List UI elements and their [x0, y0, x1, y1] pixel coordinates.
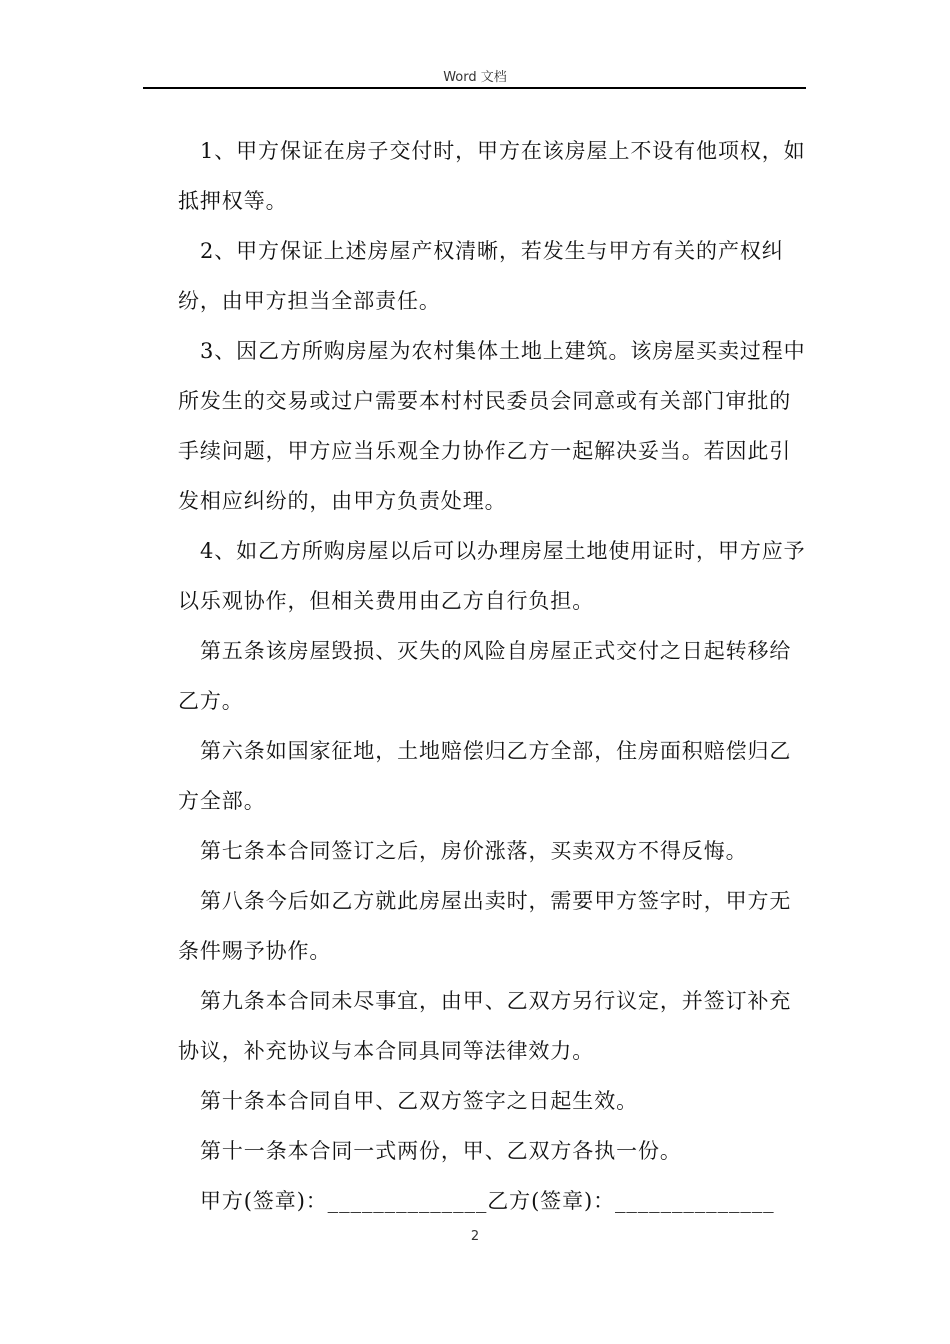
clause-paragraph: 2、甲方保证上述房屋产权清晰，若发生与甲方有关的产权纠纷，由甲方担当全部责任。 — [178, 239, 784, 313]
clause-paragraph: 第十条本合同自甲、乙双方签字之日起生效。 — [200, 1089, 638, 1113]
clause-paragraph: 第十一条本合同一式两份，甲、乙双方各执一份。 — [200, 1139, 682, 1163]
clause-paragraph: 第六条如国家征地，土地赔偿归乙方全部，住房面积赔偿归乙方全部。 — [178, 739, 792, 813]
clause-paragraph: 3、因乙方所购房屋为农村集体土地上建筑。该房屋买卖过程中所发生的交易或过户需要本村村民委员会同意或有关部门审批的手续问题，甲方应当乐观全力协作乙方一起解决妥当。若因此引发相应纠纷的，由甲方负责处理。 — [178, 339, 806, 513]
header-divider — [143, 87, 806, 89]
clause-paragraph: 第五条该房屋毁损、灭失的风险自房屋正式交付之日起转移给乙方。 — [178, 639, 792, 713]
clause-paragraph: 第八条今后如乙方就此房屋出卖时，需要甲方签字时，甲方无条件赐予协作。 — [178, 889, 792, 963]
document-body — [178, 126, 806, 1226]
clause-paragraph: 1、甲方保证在房子交付时，甲方在该房屋上不设有他项权，如抵押权等。 — [178, 139, 806, 213]
page-number: 2 — [470, 1229, 480, 1244]
signature-line: 甲方(签章)：______________乙方(签章)：______________ — [200, 1189, 775, 1213]
clause-paragraph: 4、如乙方所购房屋以后可以办理房屋土地使用证时，甲方应予以乐观协作，但相关费用由乙方自行负担。 — [178, 539, 806, 613]
clause-paragraph: 第七条本合同签订之后，房价涨落，买卖双方不得反悔。 — [200, 839, 748, 863]
page-header: Word 文档 — [443, 70, 507, 85]
clause-paragraph: 第九条本合同未尽事宜，由甲、乙双方另行议定，并签订补充协议，补充协议与本合同具同等法律效力。 — [178, 989, 792, 1063]
